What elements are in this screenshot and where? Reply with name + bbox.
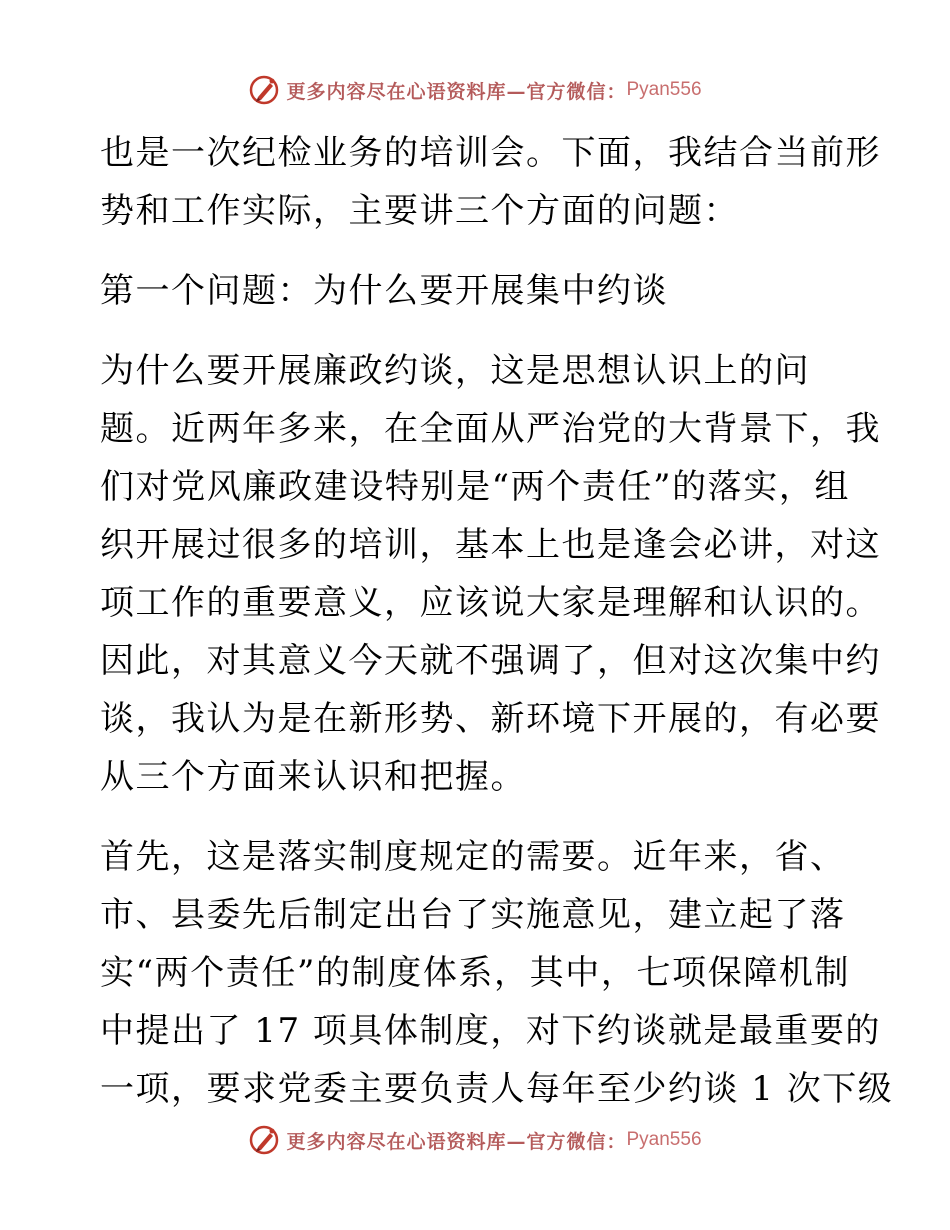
header-banner [0, 70, 950, 110]
text-line: 势和工作实际，主要讲三个方面的问题： [100, 191, 739, 231]
footer-banner [0, 1120, 950, 1160]
text-line: 因此，对其意义今天就不强调了，但对这次集中约 [100, 641, 881, 681]
text-line: 们对党风廉政建设特别是“两个责任”的落实，组 [100, 467, 850, 507]
section-heading [100, 262, 850, 320]
text-line: 第一个问题：为什么要开展集中约谈 [100, 271, 668, 311]
banner-wechat-id: Pyan556 [626, 79, 702, 100]
text-line: 项工作的重要意义，应该说大家是理解和认识的。 [100, 583, 881, 623]
text-line: 中提出了 17 项具体制度，对下约谈就是最重要的 [100, 1011, 881, 1051]
document-body [100, 124, 894, 1118]
paragraph [100, 342, 881, 806]
text-line: 首先，这是落实制度规定的需要。近年来，省、 [100, 837, 846, 877]
text-line: 为什么要开展廉政约谈，这是思想认识上的问 [100, 351, 810, 391]
text-line: 从三个方面来认识和把握。 [100, 757, 526, 797]
text-line: 题。近两年多来，在全面从严治党的大背景下，我 [100, 409, 881, 449]
banner-text: 更多内容尽在心语资料库—官方微信： [286, 1130, 627, 1153]
text-line: 也是一次纪检业务的培训会。下面，我结合当前形 [100, 133, 881, 173]
text-line: 织开展过很多的培训，基本上也是逢会必讲，对这 [100, 525, 881, 565]
text-line: 谈，我认为是在新形势、新环境下开展的，有必要 [100, 699, 881, 739]
banner-wechat-id: Pyan556 [626, 1129, 702, 1150]
text-line: 一项，要求党委主要负责人每年至少约谈 1 次下级 [100, 1069, 894, 1109]
pen-logo-icon [248, 73, 282, 107]
text-line: 市、县委先后制定出台了实施意见，建立起了落 [100, 895, 846, 935]
paragraph [100, 124, 881, 240]
banner-text: 更多内容尽在心语资料库—官方微信： [286, 80, 627, 103]
text-line: 实“两个责任”的制度体系，其中，七项保障机制 [100, 953, 850, 993]
pen-logo-icon [248, 1123, 282, 1157]
paragraph [100, 828, 894, 1118]
